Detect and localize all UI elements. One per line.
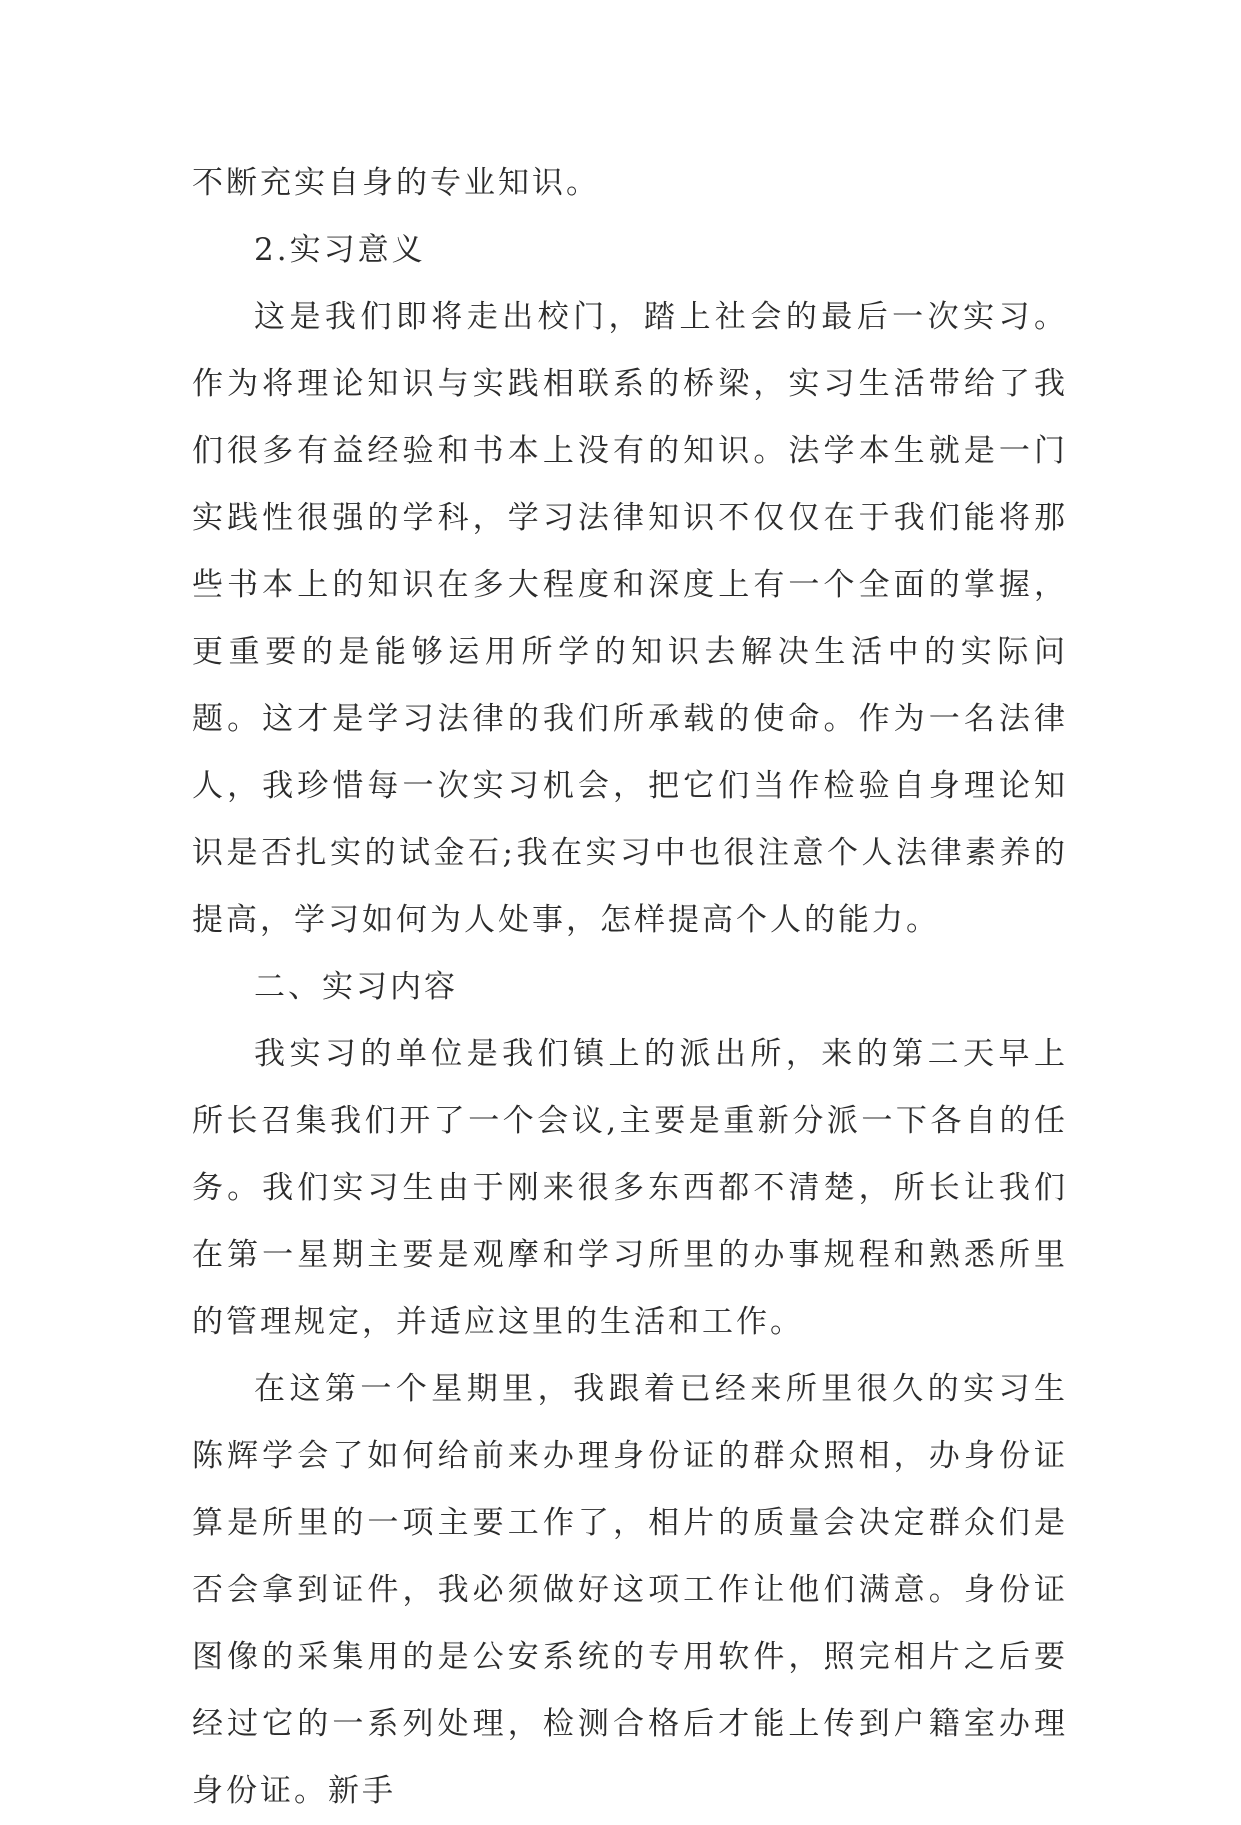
paragraph: 这是我们即将走出校门，踏上社会的最后一次实习。作为将理论知识与实践相联系的桥梁，实习生活带给了我们很多有益经验和书本上没有的知识。法学本生就是一门实践性很强的学科，学习法律知识不仅仅在于我们能将那些书本上的知识在多大程度和深度上有一个全面的掌握，更重要的是能够运用所学的知识去解决生活中的实际问题。这才是学习法律的我们所承载的使命。作为一名法律人，我珍惜每一次实习机会，把它们当作检验自身理论知识是否扎实的试金石;我在实习中也很注意个人法律素养的提高，学习如何为人处事，怎样提高个人的能力。 — [192, 299, 1068, 938]
paragraph: 我实习的单位是我们镇上的派出所，来的第二天早上所长召集我们开了一个会议,主要是重新分派一下各自的任务。我们实习生由于刚来很多东西都不清楚，所长让我们在第一星期主要是观摩和学习所里的办事规程和熟悉所里的管理规定，并适应这里的生活和工作。 — [192, 1036, 1068, 1340]
section-heading: 二、实习内容 — [254, 969, 458, 1005]
section-subheading: 2.实习意义 — [254, 232, 426, 268]
document-body — [192, 150, 1068, 1825]
paragraph-continued: 不断充实自身的专业知识。 — [192, 165, 600, 201]
paragraph: 在这第一个星期里，我跟着已经来所里很久的实习生陈辉学会了如何给前来办理身份证的群众照相，办身份证算是所里的一项主要工作了，相片的质量会决定群众们是否会拿到证件，我必须做好这项工作让他们满意。身份证图像的采集用的是公安系统的专用软件，照完相片之后要经过它的一系列处理，检测合格后才能上传到户籍室办理身份证。新手 — [192, 1371, 1068, 1809]
